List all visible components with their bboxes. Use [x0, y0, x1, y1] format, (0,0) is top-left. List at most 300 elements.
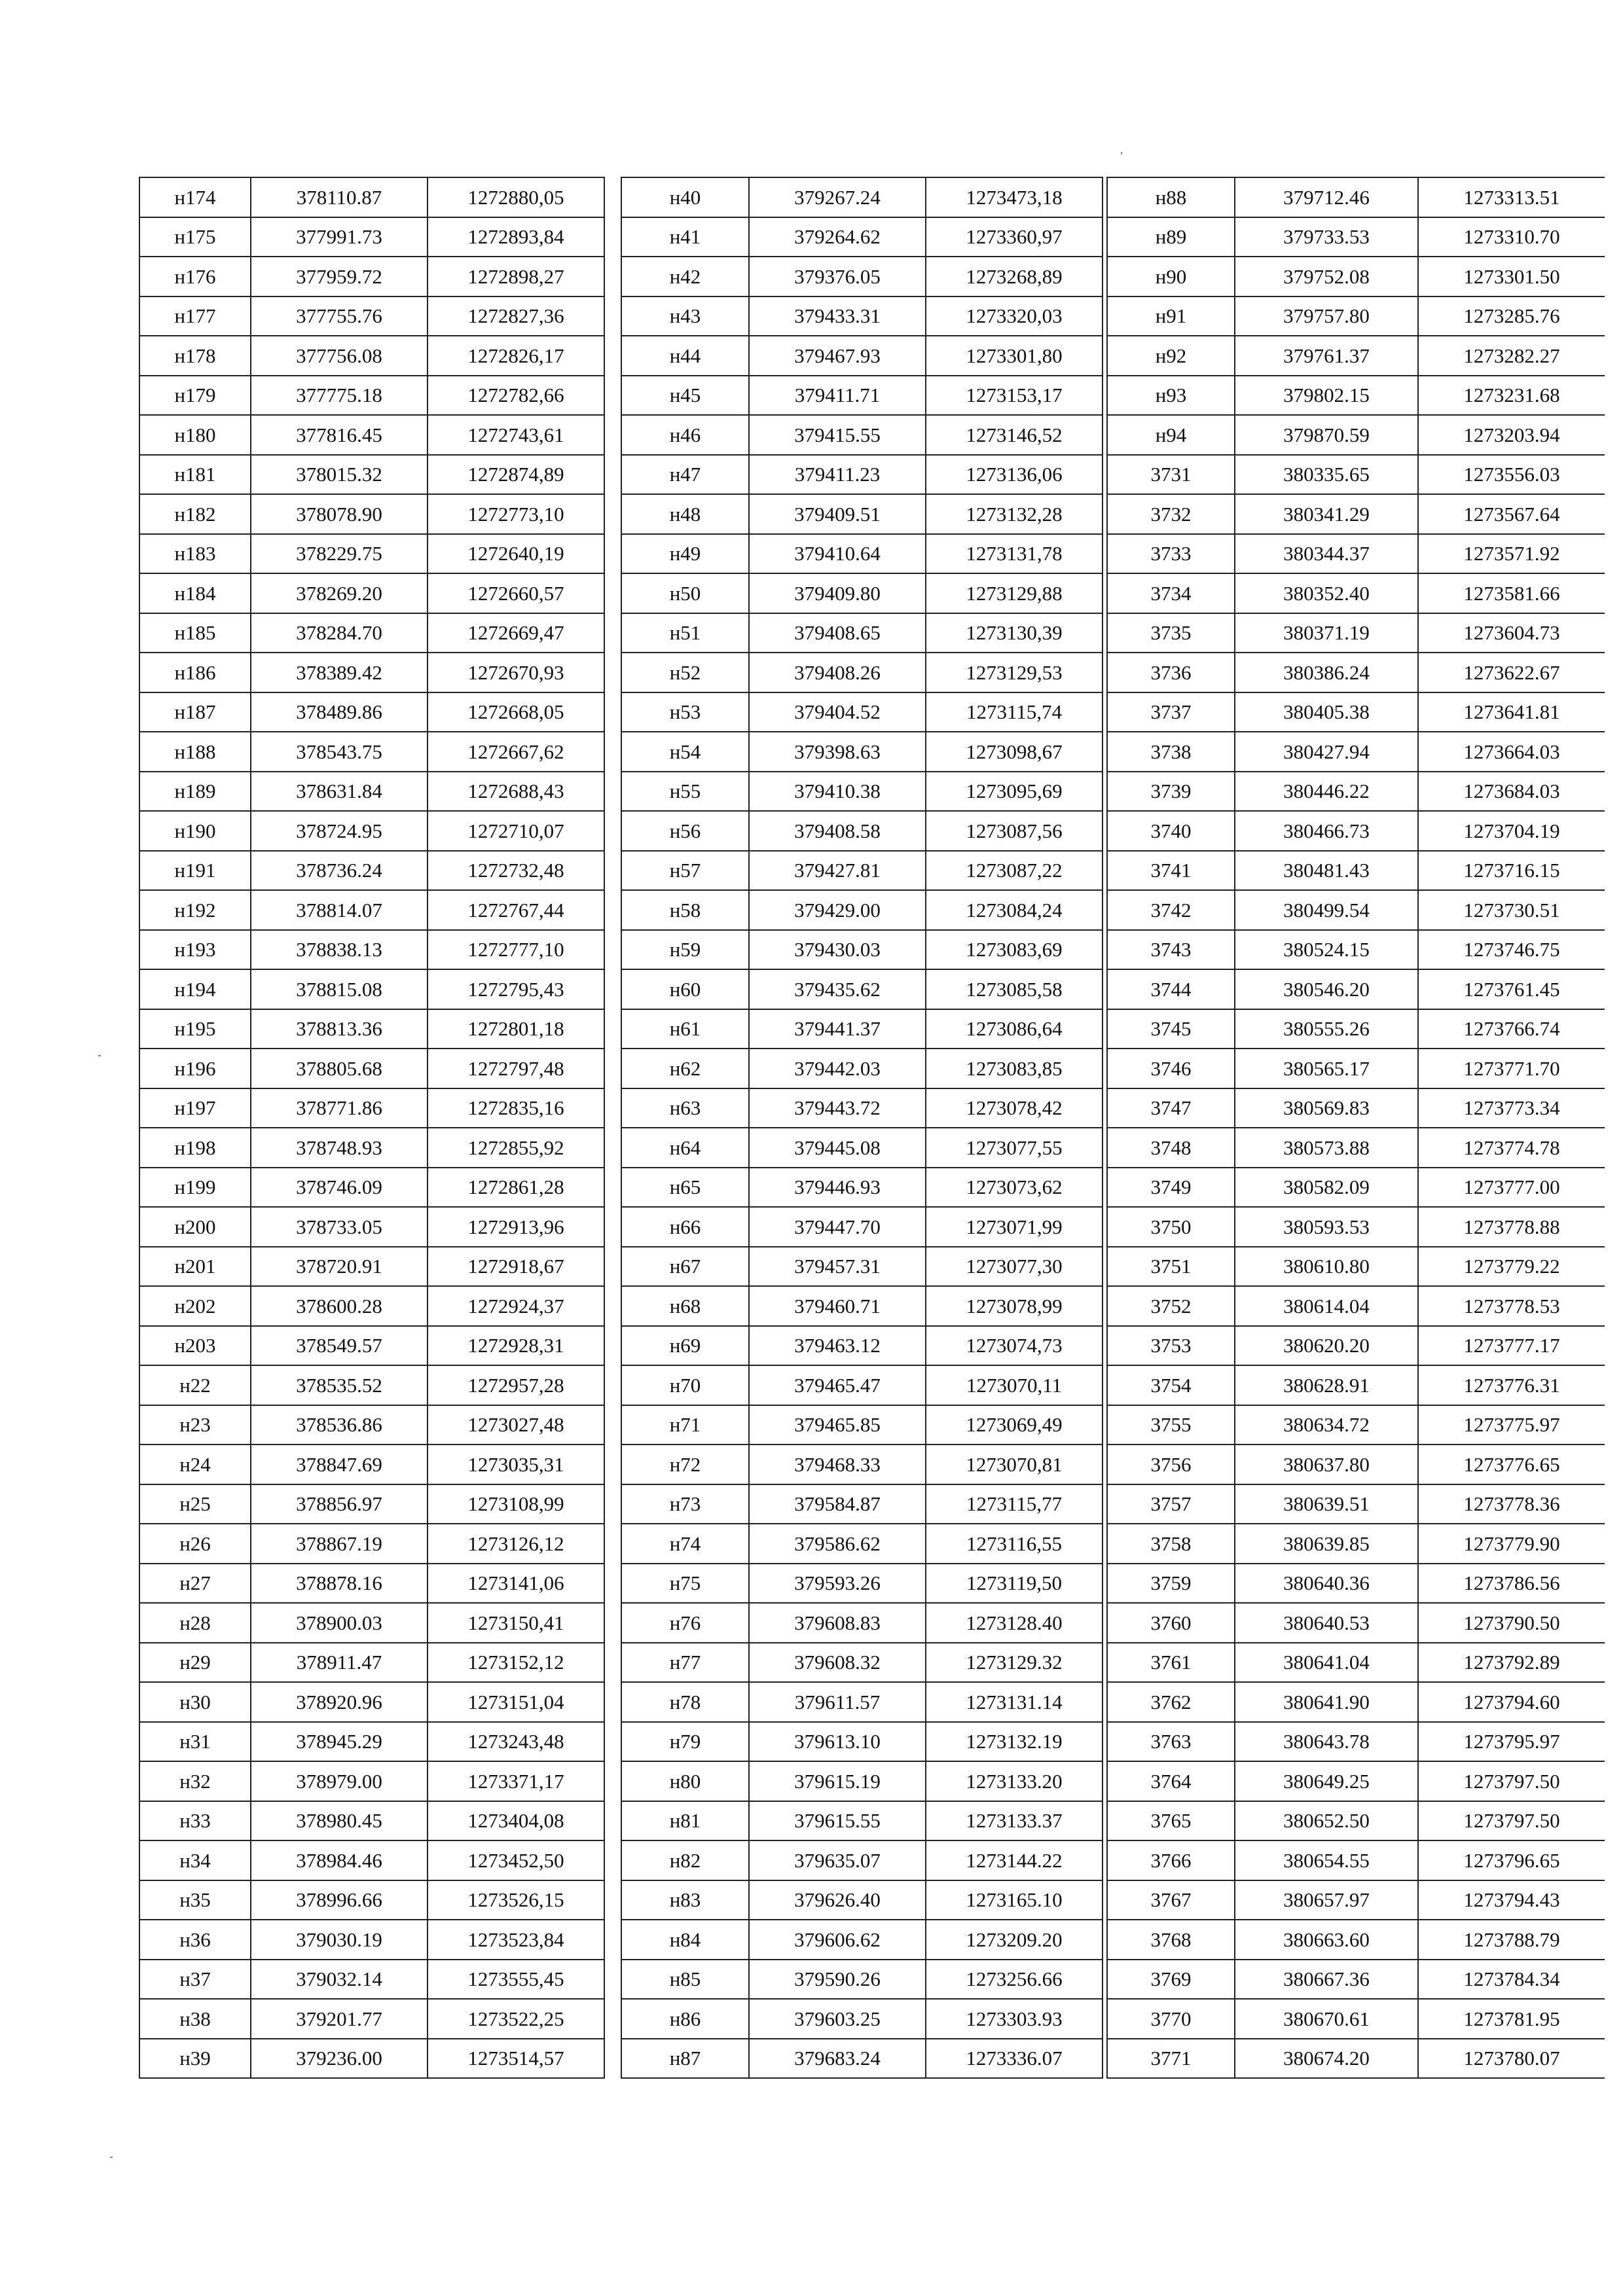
point-id-cell: н202	[139, 1286, 251, 1326]
y-coordinate-cell: 1273084,24	[926, 890, 1103, 930]
table-row	[139, 653, 604, 692]
x-coordinate-cell: 380663.60	[1235, 1920, 1418, 1960]
table-row	[621, 1603, 1103, 1643]
x-coordinate-cell: 378911.47	[251, 1643, 428, 1683]
x-coordinate-cell: 379635.07	[749, 1840, 926, 1880]
point-id-cell: 3758	[1107, 1524, 1235, 1564]
table-row	[139, 1999, 604, 2039]
table-row	[139, 177, 604, 217]
point-id-cell: н61	[621, 1009, 749, 1049]
point-id-cell: н189	[139, 772, 251, 812]
y-coordinate-cell: 1273797.50	[1418, 1761, 1605, 1801]
x-coordinate-cell: 377756.08	[251, 336, 428, 376]
x-coordinate-cell: 379463.12	[749, 1326, 926, 1366]
table-row	[1107, 1326, 1605, 1366]
point-id-cell: н38	[139, 1999, 251, 2039]
y-coordinate-cell: 1273571.92	[1418, 534, 1605, 574]
x-coordinate-cell: 378867.19	[251, 1524, 428, 1564]
y-coordinate-cell: 1273523,84	[428, 1920, 604, 1960]
table-body	[139, 177, 604, 2078]
x-coordinate-cell: 380405.38	[1235, 692, 1418, 732]
y-coordinate-cell: 1272835,16	[428, 1088, 604, 1128]
point-id-cell: н198	[139, 1128, 251, 1168]
x-coordinate-cell: 380640.53	[1235, 1603, 1418, 1643]
y-coordinate-cell: 1273664.03	[1418, 732, 1605, 772]
table-row	[1107, 613, 1605, 653]
point-id-cell: н49	[621, 534, 749, 574]
point-id-cell: н85	[621, 1960, 749, 2000]
y-coordinate-cell: 1273141,06	[428, 1564, 604, 1604]
x-coordinate-cell: 379593.26	[749, 1564, 926, 1604]
point-id-cell: н183	[139, 534, 251, 574]
table-row	[139, 1247, 604, 1287]
x-coordinate-cell: 377991.73	[251, 217, 428, 257]
y-coordinate-cell: 1273165.10	[926, 1880, 1103, 1920]
x-coordinate-cell: 380386.24	[1235, 653, 1418, 692]
point-id-cell: н47	[621, 455, 749, 495]
table-row	[621, 1960, 1103, 2000]
x-coordinate-cell: 379442.03	[749, 1049, 926, 1088]
y-coordinate-cell: 1273301,80	[926, 336, 1103, 376]
point-id-cell: 3741	[1107, 851, 1235, 891]
table-row	[621, 890, 1103, 930]
x-coordinate-cell: 379030.19	[251, 1920, 428, 1960]
table-row	[1107, 376, 1605, 416]
table-row	[139, 1960, 604, 2000]
table-row	[621, 534, 1103, 574]
table-row	[1107, 1247, 1605, 1287]
point-id-cell: 3737	[1107, 692, 1235, 732]
table-row	[1107, 1761, 1605, 1801]
y-coordinate-cell: 1273087,56	[926, 811, 1103, 851]
point-id-cell: 3771	[1107, 2039, 1235, 2079]
y-coordinate-cell: 1273773.34	[1418, 1088, 1605, 1128]
y-coordinate-cell: 1273581.66	[1418, 573, 1605, 613]
x-coordinate-cell: 380565.17	[1235, 1049, 1418, 1088]
point-id-cell: н44	[621, 336, 749, 376]
point-id-cell: н70	[621, 1365, 749, 1405]
table-row	[139, 1722, 604, 1762]
y-coordinate-cell: 1273129.32	[926, 1643, 1103, 1683]
x-coordinate-cell: 380639.85	[1235, 1524, 1418, 1564]
x-coordinate-cell: 379404.52	[749, 692, 926, 732]
y-coordinate-cell: 1272797,48	[428, 1049, 604, 1088]
table-row	[621, 1761, 1103, 1801]
y-coordinate-cell: 1273452,50	[428, 1840, 604, 1880]
x-coordinate-cell: 380371.19	[1235, 613, 1418, 653]
y-coordinate-cell: 1273777.17	[1418, 1326, 1605, 1366]
point-id-cell: н178	[139, 336, 251, 376]
y-coordinate-cell: 1273087,22	[926, 851, 1103, 891]
y-coordinate-cell: 1272928,31	[428, 1326, 604, 1366]
table-row	[1107, 217, 1605, 257]
table-row	[1107, 1564, 1605, 1604]
y-coordinate-cell: 1273704.19	[1418, 811, 1605, 851]
x-coordinate-cell: 380555.26	[1235, 1009, 1418, 1049]
point-id-cell: н79	[621, 1722, 749, 1762]
point-id-cell: н203	[139, 1326, 251, 1366]
x-coordinate-cell: 379870.59	[1235, 415, 1418, 455]
table-row	[621, 1840, 1103, 1880]
table-row	[1107, 1405, 1605, 1445]
table-row	[139, 1761, 604, 1801]
y-coordinate-cell: 1273766.74	[1418, 1009, 1605, 1049]
point-id-cell: 3732	[1107, 494, 1235, 534]
point-id-cell: н40	[621, 177, 749, 217]
x-coordinate-cell: 380593.53	[1235, 1207, 1418, 1247]
table-row	[139, 494, 604, 534]
point-id-cell: н52	[621, 653, 749, 692]
table-row	[621, 1088, 1103, 1128]
table-row	[1107, 1960, 1605, 2000]
point-id-cell: н74	[621, 1524, 749, 1564]
x-coordinate-cell: 378856.97	[251, 1484, 428, 1524]
point-id-cell: 3756	[1107, 1444, 1235, 1484]
y-coordinate-cell: 1273788.79	[1418, 1920, 1605, 1960]
table-row	[139, 336, 604, 376]
x-coordinate-cell: 379409.80	[749, 573, 926, 613]
x-coordinate-cell: 379410.64	[749, 534, 926, 574]
x-coordinate-cell: 379376.05	[749, 257, 926, 296]
x-coordinate-cell: 379802.15	[1235, 376, 1418, 416]
x-coordinate-cell: 378748.93	[251, 1128, 428, 1168]
point-id-cell: 3751	[1107, 1247, 1235, 1287]
point-id-cell: н41	[621, 217, 749, 257]
y-coordinate-cell: 1273131.14	[926, 1682, 1103, 1722]
point-id-cell: н46	[621, 415, 749, 455]
point-id-cell: н64	[621, 1128, 749, 1168]
x-coordinate-cell: 380524.15	[1235, 930, 1418, 970]
point-id-cell: н35	[139, 1880, 251, 1920]
y-coordinate-cell: 1273776.31	[1418, 1365, 1605, 1405]
point-id-cell: н55	[621, 772, 749, 812]
table-row	[1107, 811, 1605, 851]
x-coordinate-cell: 379603.25	[749, 1999, 926, 2039]
point-id-cell: н72	[621, 1444, 749, 1484]
x-coordinate-cell: 379457.31	[749, 1247, 926, 1287]
x-coordinate-cell: 378815.08	[251, 969, 428, 1009]
coordinates-table-left	[139, 177, 605, 2079]
x-coordinate-cell: 379433.31	[749, 296, 926, 336]
x-coordinate-cell: 379445.08	[749, 1128, 926, 1168]
x-coordinate-cell: 379615.19	[749, 1761, 926, 1801]
table-row	[1107, 890, 1605, 930]
point-id-cell: н181	[139, 455, 251, 495]
point-id-cell: н88	[1107, 177, 1235, 217]
table-row	[139, 732, 604, 772]
point-id-cell: 3734	[1107, 573, 1235, 613]
table-row	[1107, 1524, 1605, 1564]
y-coordinate-cell: 1273133.37	[926, 1801, 1103, 1841]
point-id-cell: н82	[621, 1840, 749, 1880]
x-coordinate-cell: 378979.00	[251, 1761, 428, 1801]
point-id-cell: н69	[621, 1326, 749, 1366]
y-coordinate-cell: 1273150,41	[428, 1603, 604, 1643]
table-row	[1107, 1603, 1605, 1643]
y-coordinate-cell: 1272743,61	[428, 415, 604, 455]
x-coordinate-cell: 379465.47	[749, 1365, 926, 1405]
x-coordinate-cell: 378847.69	[251, 1444, 428, 1484]
table-row	[1107, 494, 1605, 534]
x-coordinate-cell: 379201.77	[251, 1999, 428, 2039]
x-coordinate-cell: 378389.42	[251, 653, 428, 692]
x-coordinate-cell: 380657.97	[1235, 1880, 1418, 1920]
point-id-cell: 3744	[1107, 969, 1235, 1009]
table-row	[139, 1643, 604, 1683]
table-row	[139, 257, 604, 296]
coordinates-table-right	[1106, 177, 1605, 2079]
table-row	[1107, 1840, 1605, 1880]
table-row	[139, 930, 604, 970]
point-id-cell: н45	[621, 376, 749, 416]
y-coordinate-cell: 1273786.56	[1418, 1564, 1605, 1604]
point-id-cell: н197	[139, 1088, 251, 1128]
table-row	[621, 811, 1103, 851]
y-coordinate-cell: 1273795.97	[1418, 1722, 1605, 1762]
point-id-cell: н60	[621, 969, 749, 1009]
x-coordinate-cell: 378984.46	[251, 1840, 428, 1880]
x-coordinate-cell: 377816.45	[251, 415, 428, 455]
scan-speck	[1121, 152, 1122, 154]
table-row	[139, 534, 604, 574]
y-coordinate-cell: 1272667,62	[428, 732, 604, 772]
x-coordinate-cell: 380649.25	[1235, 1761, 1418, 1801]
table-row	[1107, 1049, 1605, 1088]
x-coordinate-cell: 380466.73	[1235, 811, 1418, 851]
point-id-cell: 3745	[1107, 1009, 1235, 1049]
y-coordinate-cell: 1273129,88	[926, 573, 1103, 613]
table-row	[1107, 177, 1605, 217]
x-coordinate-cell: 379411.23	[749, 455, 926, 495]
point-id-cell: н84	[621, 1920, 749, 1960]
point-id-cell: н34	[139, 1840, 251, 1880]
table-row	[1107, 534, 1605, 574]
table-row	[139, 1603, 604, 1643]
point-id-cell: н77	[621, 1643, 749, 1683]
point-id-cell: н195	[139, 1009, 251, 1049]
table-row	[139, 613, 604, 653]
y-coordinate-cell: 1273115,74	[926, 692, 1103, 732]
table-row	[1107, 1207, 1605, 1247]
x-coordinate-cell: 380481.43	[1235, 851, 1418, 891]
table-row	[621, 455, 1103, 495]
table-row	[621, 336, 1103, 376]
y-coordinate-cell: 1273761.45	[1418, 969, 1605, 1009]
x-coordinate-cell: 380652.50	[1235, 1801, 1418, 1841]
x-coordinate-cell: 380620.20	[1235, 1326, 1418, 1366]
y-coordinate-cell: 1273790.50	[1418, 1603, 1605, 1643]
point-id-cell: 3755	[1107, 1405, 1235, 1445]
table-row	[139, 296, 604, 336]
point-id-cell: н93	[1107, 376, 1235, 416]
table-row	[621, 613, 1103, 653]
point-id-cell: н65	[621, 1168, 749, 1208]
y-coordinate-cell: 1273153,17	[926, 376, 1103, 416]
y-coordinate-cell: 1272777,10	[428, 930, 604, 970]
y-coordinate-cell: 1273746.75	[1418, 930, 1605, 970]
table-row	[621, 296, 1103, 336]
y-coordinate-cell: 1273522,25	[428, 1999, 604, 2039]
point-id-cell: 3767	[1107, 1880, 1235, 1920]
table-row	[621, 1247, 1103, 1287]
y-coordinate-cell: 1273778.88	[1418, 1207, 1605, 1247]
table-row	[621, 376, 1103, 416]
point-id-cell: н78	[621, 1682, 749, 1722]
x-coordinate-cell: 378543.75	[251, 732, 428, 772]
x-coordinate-cell: 378015.32	[251, 455, 428, 495]
scan-speck	[98, 1055, 101, 1056]
y-coordinate-cell: 1273083,69	[926, 930, 1103, 970]
x-coordinate-cell: 379447.70	[749, 1207, 926, 1247]
table-row	[139, 1880, 604, 1920]
x-coordinate-cell: 380637.80	[1235, 1444, 1418, 1484]
table-row	[139, 1444, 604, 1484]
x-coordinate-cell: 380446.22	[1235, 772, 1418, 812]
table-row	[621, 1444, 1103, 1484]
y-coordinate-cell: 1273152,12	[428, 1643, 604, 1683]
table-row	[139, 217, 604, 257]
table-row	[621, 1801, 1103, 1841]
point-id-cell: н23	[139, 1405, 251, 1445]
y-coordinate-cell: 1273716.15	[1418, 851, 1605, 891]
table-row	[139, 772, 604, 812]
x-coordinate-cell: 378814.07	[251, 890, 428, 930]
table-row	[139, 1049, 604, 1088]
y-coordinate-cell: 1273336.07	[926, 2039, 1103, 2079]
x-coordinate-cell: 380639.51	[1235, 1484, 1418, 1524]
table-row	[621, 1365, 1103, 1405]
y-coordinate-cell: 1273116,55	[926, 1524, 1103, 1564]
x-coordinate-cell: 378078.90	[251, 494, 428, 534]
y-coordinate-cell: 1273774.78	[1418, 1128, 1605, 1168]
x-coordinate-cell: 380427.94	[1235, 732, 1418, 772]
y-coordinate-cell: 1273371,17	[428, 1761, 604, 1801]
y-coordinate-cell: 1273794.43	[1418, 1880, 1605, 1920]
point-id-cell: 3749	[1107, 1168, 1235, 1208]
y-coordinate-cell: 1273556.03	[1418, 455, 1605, 495]
y-coordinate-cell: 1273132.19	[926, 1722, 1103, 1762]
table-row	[139, 1365, 604, 1405]
point-id-cell: н51	[621, 613, 749, 653]
y-coordinate-cell: 1273144.22	[926, 1840, 1103, 1880]
x-coordinate-cell: 378838.13	[251, 930, 428, 970]
point-id-cell: 3747	[1107, 1088, 1235, 1128]
x-coordinate-cell: 379441.37	[749, 1009, 926, 1049]
y-coordinate-cell: 1272957,28	[428, 1365, 604, 1405]
table-row	[621, 177, 1103, 217]
point-id-cell: н22	[139, 1365, 251, 1405]
table-row	[621, 1405, 1103, 1445]
point-id-cell: н58	[621, 890, 749, 930]
x-coordinate-cell: 379408.65	[749, 613, 926, 653]
y-coordinate-cell: 1273404,08	[428, 1801, 604, 1841]
table-row	[139, 1088, 604, 1128]
x-coordinate-cell: 379733.53	[1235, 217, 1418, 257]
table-row	[139, 573, 604, 613]
point-id-cell: н33	[139, 1801, 251, 1841]
y-coordinate-cell: 1272640,19	[428, 534, 604, 574]
x-coordinate-cell: 378733.05	[251, 1207, 428, 1247]
table-row	[621, 217, 1103, 257]
table-row	[621, 1643, 1103, 1683]
y-coordinate-cell: 1273775.97	[1418, 1405, 1605, 1445]
x-coordinate-cell: 380352.40	[1235, 573, 1418, 613]
y-coordinate-cell: 1273203.94	[1418, 415, 1605, 455]
point-id-cell: н76	[621, 1603, 749, 1643]
x-coordinate-cell: 380569.83	[1235, 1088, 1418, 1128]
y-coordinate-cell: 1273095,69	[926, 772, 1103, 812]
point-id-cell: н30	[139, 1682, 251, 1722]
point-id-cell: 3768	[1107, 1920, 1235, 1960]
point-id-cell: н27	[139, 1564, 251, 1604]
x-coordinate-cell: 378110.87	[251, 177, 428, 217]
point-id-cell: н43	[621, 296, 749, 336]
table-row	[621, 1999, 1103, 2039]
y-coordinate-cell: 1273133.20	[926, 1761, 1103, 1801]
x-coordinate-cell: 379032.14	[251, 1960, 428, 2000]
table-row	[1107, 415, 1605, 455]
y-coordinate-cell: 1273684.03	[1418, 772, 1605, 812]
point-id-cell: 3762	[1107, 1682, 1235, 1722]
table-row	[621, 969, 1103, 1009]
y-coordinate-cell: 1273268,89	[926, 257, 1103, 296]
y-coordinate-cell: 1273256.66	[926, 1960, 1103, 2000]
table-row	[621, 2039, 1103, 2079]
table-row	[139, 1682, 604, 1722]
y-coordinate-cell: 1272660,57	[428, 573, 604, 613]
y-coordinate-cell: 1273301.50	[1418, 257, 1605, 296]
y-coordinate-cell: 1272855,92	[428, 1128, 604, 1168]
point-id-cell: 3742	[1107, 890, 1235, 930]
point-id-cell: 3757	[1107, 1484, 1235, 1524]
scan-speck	[110, 2157, 113, 2158]
y-coordinate-cell: 1273555,45	[428, 1960, 604, 2000]
y-coordinate-cell: 1273086,64	[926, 1009, 1103, 1049]
point-id-cell: н54	[621, 732, 749, 772]
point-id-cell: н48	[621, 494, 749, 534]
x-coordinate-cell: 379613.10	[749, 1722, 926, 1762]
point-id-cell: 3763	[1107, 1722, 1235, 1762]
table-row	[1107, 653, 1605, 692]
y-coordinate-cell: 1273231.68	[1418, 376, 1605, 416]
y-coordinate-cell: 1273128.40	[926, 1603, 1103, 1643]
table-row	[621, 1920, 1103, 1960]
table-row	[1107, 1444, 1605, 1484]
x-coordinate-cell: 379608.32	[749, 1643, 926, 1683]
x-coordinate-cell: 379757.80	[1235, 296, 1418, 336]
point-id-cell: 3746	[1107, 1049, 1235, 1088]
y-coordinate-cell: 1272893,84	[428, 217, 604, 257]
table-row	[139, 1326, 604, 1366]
table-row	[1107, 1920, 1605, 1960]
x-coordinate-cell: 378600.28	[251, 1286, 428, 1326]
table-row	[621, 1722, 1103, 1762]
y-coordinate-cell: 1273098,67	[926, 732, 1103, 772]
point-id-cell: н66	[621, 1207, 749, 1247]
x-coordinate-cell: 380344.37	[1235, 534, 1418, 574]
x-coordinate-cell: 378724.95	[251, 811, 428, 851]
point-id-cell: 3764	[1107, 1761, 1235, 1801]
table-row	[139, 969, 604, 1009]
y-coordinate-cell: 1273078,99	[926, 1286, 1103, 1326]
table-row	[1107, 772, 1605, 812]
y-coordinate-cell: 1273083,85	[926, 1049, 1103, 1088]
point-id-cell: н192	[139, 890, 251, 930]
x-coordinate-cell: 380634.72	[1235, 1405, 1418, 1445]
x-coordinate-cell: 378736.24	[251, 851, 428, 891]
y-coordinate-cell: 1272801,18	[428, 1009, 604, 1049]
point-id-cell: 3754	[1107, 1365, 1235, 1405]
